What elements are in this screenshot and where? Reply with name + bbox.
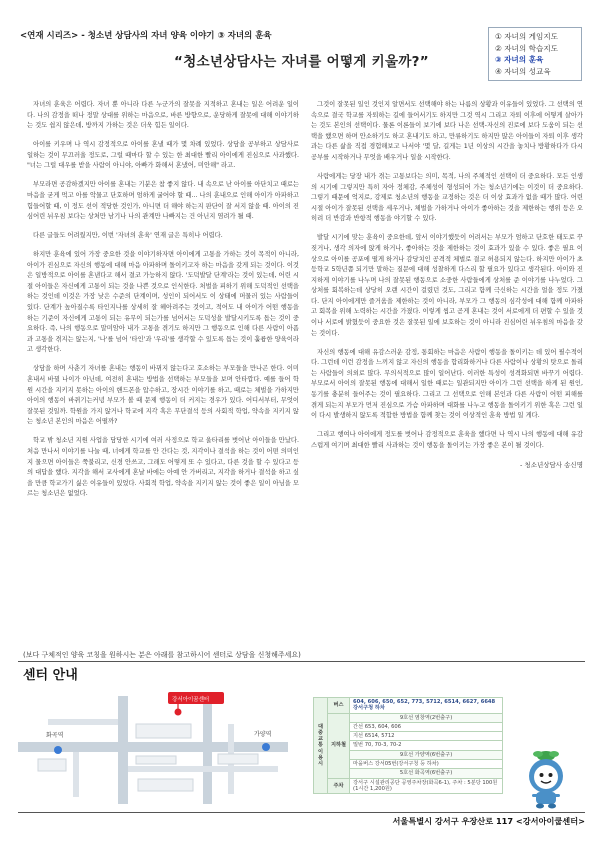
center-heading: 센터 안내 xyxy=(23,668,78,683)
bus-label: 버스 xyxy=(328,698,350,714)
article-paragraph: 다른 글들도 어려웠지만, 이번 '자녀의 훈육' 연재 글은 특히나 어렵다. xyxy=(33,232,223,240)
subway-value: 9호선 염창역(2번출구) xyxy=(350,713,503,722)
divider-top xyxy=(18,661,585,662)
article-paragraph: 자녀의 훈육은 어렵다. 자녀 뿐 아니라 다른 누군가의 잘못을 지적하고 혼내는 일은 어려운 일이다. 나의 감정을 떠나 정말 상대를 위하는 마음으로, 바른 방향으로, 운당하게 잘못에 대해 이야기하는 것도 쉽지 않은데, 방까지 가하는 것은 더욱 힘든 일이다. xyxy=(27,101,299,130)
transit-group-label: 대중교통이용시 xyxy=(314,698,328,794)
station-label-gayang: 가양역 xyxy=(254,731,272,738)
article-column-left xyxy=(27,100,299,648)
subway-bus-village: 밀번 70, 70-3, 70-2 xyxy=(350,741,503,750)
article-paragraph: 발달 시기에 맞는 훈육이 중요한데, 앞서 이야기했듯이 어려서는 부모가 엄하고 단호한 태도로 꾸짖거나, 생각 의자에 앉게 하거나, 좋아하는 것을 제한하는 것이 효과가 있을 수 있다. 좋은 필요 이상으로 아이를 공포에 떨게 하거나 감당치인 공격적 체벌로 결코 허용되지 않는다. 하지만 아이가 초등학교 5학년쯤 되기만 말하는 질문에 대해 성찰하게 다스리 할 필요가 있다고 생각된다. 아이와 진지하게 이야기를 나누며 나의 잘못된 행동으로 소중한 사람들에게 상처를 준 이야기를 나누었다. 그 상처를 회복하는데 상당히 오랜 시간이 걸렸던 것도, 그리고 함께 극신하는 시간을 얼을 정도 가졌다. 단지 아이에게만 즐거움을 제한하는 것이 아니라, 부모가 그 행동의 심각성에 대해 함께 아파하고 회복을 위해 노력하는 시간을 가졌다. 이렇게 씹고 곧게 혼내는 것이 서로에게 더 편할 수 있을 것이나 서로에 밝혔듯이 중요한 것은 잘못된 일에 보호하는 것이 아니라 진심어린 뉘우침의 마음을 갖는 것이다. xyxy=(311,234,583,337)
center-marker-label: 강서아이꿈센터 xyxy=(172,697,210,703)
article-paragraph: 아이를 키우며 나 역시 감정적으로 아이를 혼낼 때가 몇 차례 있었다. 상담을 공부하고 상담사로 일하는 것이 무끄러울 정도로, 그럴 때마다 할 수 있는 한 최대한 빨리 아이에게 진심으로 사과했다. "너는 그럴 대우를 받을 사람이 아니야, 아빠가 화해서 혼냈어, 미안해" 라고. xyxy=(27,141,299,170)
subway-label: 지하철 xyxy=(328,713,350,778)
toc-item-game: ① 자녀의 게임지도 xyxy=(495,32,558,41)
article-column-right xyxy=(311,100,583,648)
parking-value: 강서구 시설관리공단 공영주차장(화곡6-1), 주차 : 5분당 100원(1시간 1,200원) xyxy=(350,778,503,794)
author-signature: - 청소년상담사 송신명 xyxy=(520,460,583,469)
article-paragraph: 그리고 행여나 아이에게 정도를 벗어나 감정적으로 훈육을 했다면 나 역시 나의 행동에 대해 유감스럽게 여기며 최대한 빨리 사과하는 것이 행동을 돌이키는 가장 좋은 본이 될 것이다. xyxy=(311,431,583,449)
consult-note: (보다 구체적인 양육 코칭을 원하시는 분은 아래를 참고하시어 센터로 상담을 신청해주세요) xyxy=(23,651,301,659)
station-icon xyxy=(54,746,62,754)
toc-item-discipline: ③ 자녀의 훈육 xyxy=(495,55,544,64)
center-mascot-icon xyxy=(518,748,574,810)
subway-village-bus: 마을버스 강서05번(강서구청 등 하차) xyxy=(350,760,503,769)
station-icon xyxy=(262,743,270,751)
station-label-hwagok: 화곡역 xyxy=(46,732,64,739)
subway-line5: 5호선 화곡역(6번출구) xyxy=(350,769,503,778)
article-paragraph: 학교 밖 청소년 지원 사업을 담당한 시기에 여러 사정으로 학교 울타리를 벗어난 아이들을 만났다. 처음 만나서 이야기를 나눌 때, 너에게 학교를 안 간다는 것, 지각이나 결석을 하는 것이 어떤 의미인지 물으면 아이들은 쭉불리고, 신경 안쓰고, 그래도 어떻게 또 수 있다고, 다른 것을 할 수 있다고 등의 대답을 했다. 지각을 해서 교사에게 혼날 바에는 아예 안 가버리고, 지각을 하거나 결석을 하고 싶을 만큼 학교가기 싫은 이유들이 있었다. 사회적 학업, 약속을 지키지 않는 것이 좋은 일이 아님을 모르는 청소년은 없었다. xyxy=(27,437,299,498)
center-location-map xyxy=(18,684,298,804)
divider-bottom xyxy=(18,812,585,813)
series-title: <연재 시리즈> - 청소년 상담사의 자녀 양육 이야기 ③ 자녀의 훈육 xyxy=(20,31,272,41)
toc-item-study: ② 자녀의 학습지도 xyxy=(495,43,558,53)
subway-line9: 9호선 가양역(6번출구) xyxy=(350,750,503,759)
article-paragraph: 상담을 하며 사춘기 자녀를 혼내는 행동이 바뀌지 않는다고 호소하는 부모들을 만나곤 한다. 이미 혼내서 바뀔 나이가 아닌데, 여전히 혼내는 방법을 선택하는 부모들을 보며 안타깝다. 예를 들어 학원 시간을 지키지 못하는 아이의 핸드폰을 압수하고, 장시간 이야기를 하고, 때로는 체벌을 가하지만 아이의 행동이 바뀌기는커녕 부모가 볼 때 문제 행동이 더 커지는 경우가 있다. 어디서부터, 무엇이 잘못된 것일까. 학원을 가지 않거나 학교에 지각 혹은 무단결석 등의 사회적 학업, 약속을 지키지 않는 청소년 본인의 마음은 어떨까? xyxy=(27,365,299,426)
subway-bus-branch: 지선 6514, 5712 xyxy=(350,732,503,741)
parking-label: 주차 xyxy=(328,778,350,794)
article-paragraph: 하지만 훈육에 있어 가장 중요한 것을 이야기하자면 아이에게 고통을 가하는 것이 목적이 아니라, 아이가 진심으로 자신의 행동에 대해 마음 아파하며 돌이키고자 하는 마음을 갖게 되는 것이다. 이것은 일방적으로 아이를 혼낸다고 해서 결코 가능하지 않다. '도덕발달 단계'라는 것이 있는데, 어린 시절 아이들은 자신에게 고통이 되는 것을 나쁜 것으로 인식한다. 처벌을 피하기 위해 도덕적인 선택을 하는 것인데 이것은 가장 낮은 수준의 단계이며, 성인이 되어서도 이 상태에 머물러 있는 사람들이 있다. 단계가 높아질수록 타인지나를 상세히 잘 헤아려주는 것이고, 적어도 내 아이가 어떤 행동을 하는 기준이 자신에게 고통이 되는 유무이 되는가를 넘어서는 도덕성을 발달시키도록 돕는 것이 중요하다. 즉, 나의 행동으로 말미암아 내가 고통을 겪기도 하지만 그 행동으로 인해 다른 사람이 아픔과 고통을 겪지는 않는지, '나'를 넘어 '타인'과 '우리'를 생각할 수 있도록 돕는 것이 훌륭한 양육이라고 생각한다. xyxy=(27,251,299,354)
transit-info-table xyxy=(313,697,503,794)
article-paragraph: 자신의 행동에 대해 유감스러운 감정, 통회하는 마음은 사람이 행동을 돌이키는 데 있어 필수적이다. 그런데 이런 감정을 느끼지 않고 자신의 행동을 합리화하거나 다른 사람이나 상황의 탓으로 돌리는 사람들이 의외로 많다. 무의식적으로 많이 일어난다. 이러한 특성이 성격화되면 바꾸기 어렵다. 부모로서 아이의 잘못된 행동에 대해서 일한 때로는 일관되지만 아이가 그런 선택을 하게 된 원인, 동기를 충분히 들어주는 것이 필요하다. 그리고 그 선택으로 인해 본인과 다른 사람이 어떤 피해를 겪게 되는지 부모가 먼저 진심으로 가슴 아파하며 대화를 나누고 행동을 돌이키기 위한 혹은 그런 일이 다시 발생하지 않도록 적합한 방법을 함께 찾는 것이 이상적인 훈육 방법 일 게다. xyxy=(311,348,583,420)
toc-item-sex-education: ④ 자녀의 성교육 xyxy=(495,66,551,76)
subway-bus-main: 간선 653, 604, 606 xyxy=(350,722,503,731)
article-paragraph: 그것이 잘못된 일인 것인지 알면서도 선택해야 하는 나름의 상황과 이유들이 있었다. 그 선택의 연속으로 결국 학교를 자퇴하는 길에 들어서기도 하지만 그것 역시 그리고 자퇴 이후에 어떻게 살아가는 것도 본인의 선택이다. 물론 이론들이 보기에 보다 나은 선택-자신의 진로에 보다 도움이 되는 선택을 했으면 하며 안소하기도 하고 혼내기도 하고, 만류하기도 하지만 많은 아이들이 자퇴 이후 생각과는 다른 삶을 직접 경험해보고 나서야 '몇 달, 길게는 1년 이상의 시간을 놓치나 방황하다가 다시 공부를 시작하거나 무엇을 배우거나 일을 시작한다. xyxy=(311,101,583,161)
bus-value: 604, 606, 650, 652, 773, 5712, 6514, 6627, 6648 강서구청 하차 xyxy=(350,698,503,714)
center-address: 서울특별시 강서구 우장산로 117 <강서아이쿱센터> xyxy=(392,816,585,826)
article-paragraph: 부모라면 공감하겠지만 아이를 혼내는 기분은 참 좋지 않다. 내 속으로 난 아이를 아단치고 때로는 마음을 굳게 먹고 아를 악물고 단호하며 엄하게 굴어야 할 때... 나의 훈내으로 인해 아이가 아파하고 힘들어할 때, 이 정도 선이 적당한 것인가, 아니면 더 해야 하는지 판단이 잘 서지 않을 때. 아이의 진심어린 뉘우침 보다는 상처만 남기나 나의 관계만 나빠지는 건 아닌지 염려가 될 때. xyxy=(27,181,299,221)
article-paragraph: 사람에게는 당장 내가 겪는 고통보다는 의미, 목적, 나의 주체적인 선택이 더 중요하다. 모든 인생의 시기에 그렇지만 특히 자아 정체감, 주체성이 형성되어 가는 청소년기에는 이것이 더 중요하다. 그렇기 때문에 억지로, 강제로 청소년의 행동을 교정하는 것은 더 이상 효과가 없을 때가 많다. 어린 시절 아이가 잘못된 선택을 세우거나, 체벌을 가하거나 아이가 좋아하는 것을 제한하는 행위 등은 오히려 더 반감과 반항적 행동을 야기할 수 있다. xyxy=(311,172,583,223)
page-title: “청소년상담사는 자녀를 어떻게 키울까?” xyxy=(174,54,429,70)
